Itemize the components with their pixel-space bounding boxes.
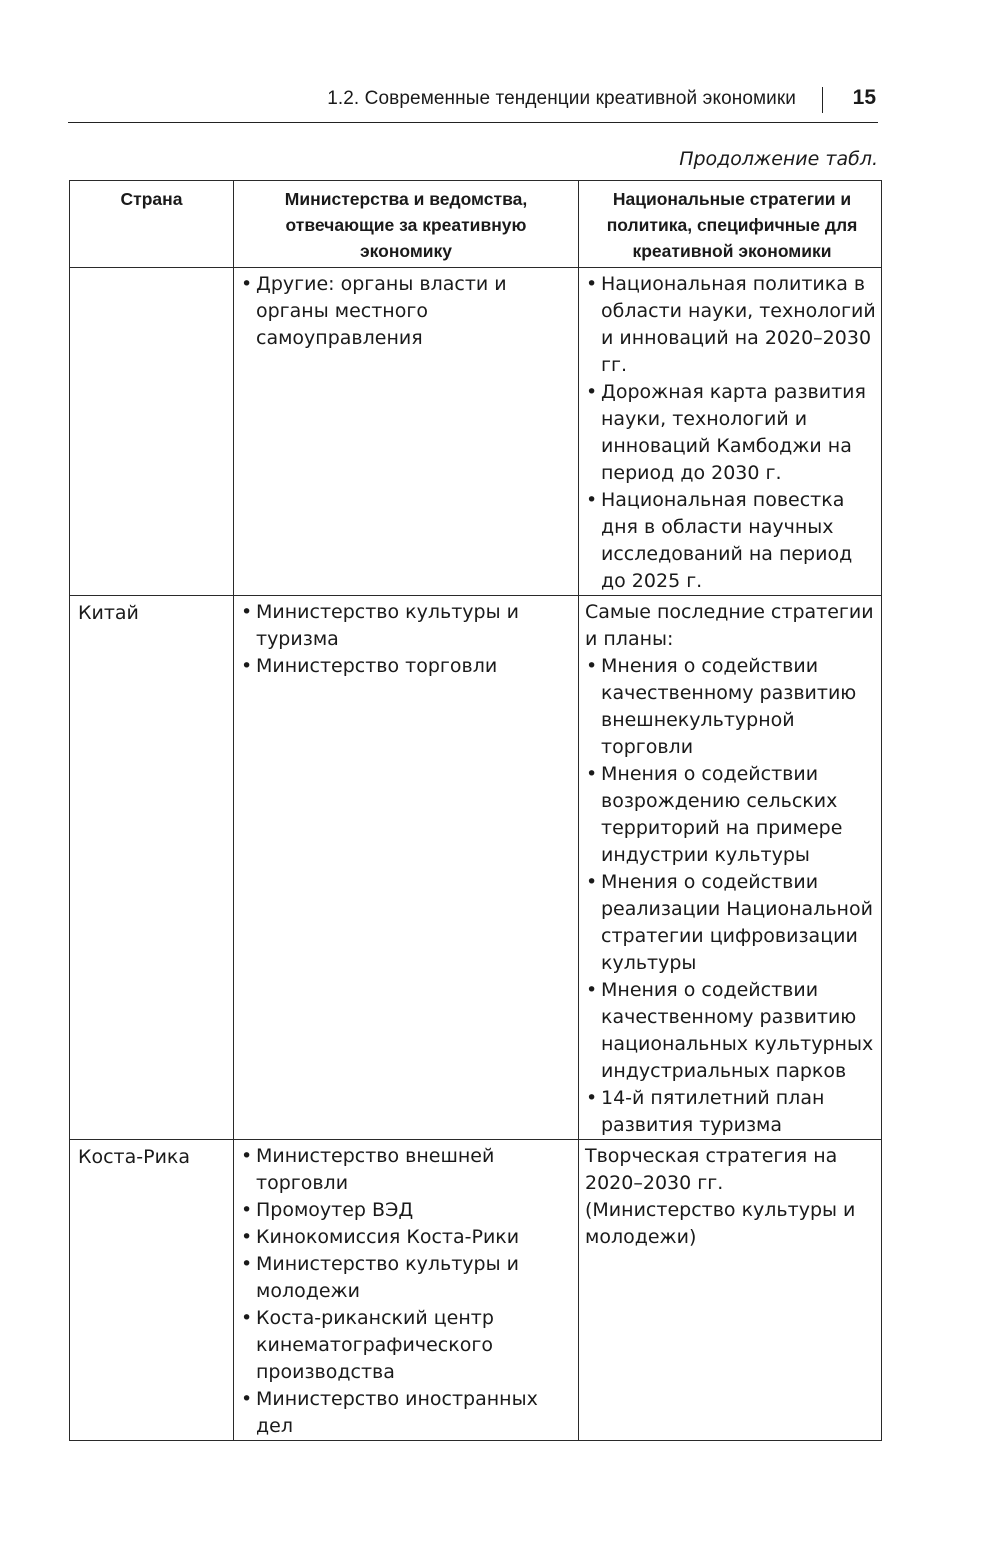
list-item: • Коста-риканский центр кинематографического производства <box>240 1305 574 1386</box>
list-item: • Министерство культуры и молодежи <box>240 1251 574 1305</box>
page-number: 15 <box>852 86 876 109</box>
running-head-separator <box>822 87 824 113</box>
strategies-intro: Творческая стратегия на 2020–2030 гг. (Министерство культуры и молодежи) <box>585 1145 856 1248</box>
table-row <box>70 268 882 596</box>
list-item: • Министерство внешней торговли <box>240 1143 574 1197</box>
table-header-row <box>70 181 882 268</box>
ministries-list <box>240 1143 574 1440</box>
strategies-list <box>585 271 877 595</box>
country-cell: Китай <box>70 596 234 1140</box>
strategies-cell <box>579 268 882 596</box>
list-item: • Дорожная карта развития науки, технологий и инноваций Камбоджи на период до 2030 г. <box>585 379 877 487</box>
strategies-cell <box>579 596 882 1140</box>
list-item: • 14-й пятилетний план развития туризма <box>585 1085 877 1139</box>
strategies-intro: Самые последние стратегии и планы: <box>585 601 874 650</box>
header-strategies: Национальные стратегии и политика, специфичные для креативной экономики <box>579 181 882 268</box>
strategies-cell <box>579 1140 882 1441</box>
ministries-cell <box>234 268 579 596</box>
list-item: • Национальная повестка дня в области научных исследований на период до 2025 г. <box>585 487 877 595</box>
list-item: • Мнения о содействии качественному развитию национальных культурных индустриальных парков <box>585 977 877 1085</box>
ministries-cell <box>234 596 579 1140</box>
list-item: • Мнения о содействии качественному развитию внешнекультурной торговли <box>585 653 877 761</box>
list-item: • Промоутер ВЭД <box>240 1197 574 1224</box>
running-head-title: 1.2. Современные тенденции креативной экономики <box>327 88 796 109</box>
table-row <box>70 1140 882 1441</box>
table-continuation-label: Продолжение табл. <box>679 148 878 170</box>
ministries-list <box>240 599 574 680</box>
country-cell <box>70 268 234 596</box>
list-item: • Министерство иностранных дел <box>240 1386 574 1440</box>
header-ministries: Министерства и ведомства, отвечающие за креативную экономику <box>234 181 579 268</box>
list-item: • Мнения о содействии реализации Национальной стратегии цифровизации культуры <box>585 869 877 977</box>
ministries-cell <box>234 1140 579 1441</box>
list-item: • Министерство торговли <box>240 653 574 680</box>
list-item: • Мнения о содействии возрождению сельских территорий на примере индустрии культуры <box>585 761 877 869</box>
strategy-table <box>69 180 882 1441</box>
strategies-list <box>585 653 877 1139</box>
list-item: • Другие: органы власти и органы местного самоуправления <box>240 271 574 352</box>
ministries-list <box>240 271 574 352</box>
list-item: • Кинокомиссия Коста-Рики <box>240 1224 574 1251</box>
running-head <box>68 84 878 123</box>
country-cell: Коста-Рика <box>70 1140 234 1441</box>
table-row <box>70 596 882 1140</box>
list-item: • Национальная политика в области науки, технологий и инноваций на 2020–2030 гг. <box>585 271 877 379</box>
header-country: Страна <box>70 181 234 268</box>
list-item: • Министерство культуры и туризма <box>240 599 574 653</box>
